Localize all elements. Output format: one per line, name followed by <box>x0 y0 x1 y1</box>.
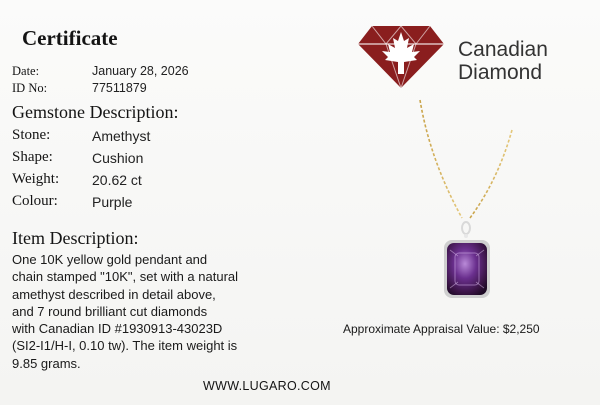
item-description-line: and 7 round brilliant cut diamonds <box>12 303 208 319</box>
shape-label: Shape: <box>12 149 53 165</box>
stone-value: Amethyst <box>92 128 151 144</box>
item-description <box>12 251 304 372</box>
item-description-line: (SI2-I1/H-I, 0.10 tw). The item weight is <box>12 338 238 354</box>
brand-line-1: Canadian <box>458 38 548 61</box>
weight-label: Weight: <box>12 171 60 187</box>
item-description-line: chain stamped "10K", set with a natural <box>12 269 239 285</box>
item-heading: Item Description: <box>12 228 139 248</box>
item-description-line: amethyst described in detail above, <box>12 286 216 302</box>
date-value: January 28, 2026 <box>92 64 189 78</box>
id-label: ID No: <box>12 81 48 95</box>
weight-value: 20.62 ct <box>92 172 142 188</box>
certificate-title: Certificate <box>22 26 118 50</box>
appraisal-value: Approximate Appraisal Value: $2,250 <box>343 322 540 336</box>
brand-line-2: Diamond <box>458 61 543 84</box>
colour-label: Colour: <box>12 193 58 209</box>
item-description-line: with Canadian ID #1930913-43023D <box>12 321 223 337</box>
colour-value: Purple <box>92 194 133 210</box>
date-label: Date: <box>12 64 40 78</box>
shape-value: Cushion <box>92 150 144 166</box>
brand-name <box>458 38 548 84</box>
item-description-line: 9.85 grams. <box>12 355 81 371</box>
maple-leaf-diamond-icon <box>356 24 446 90</box>
pendant-image <box>400 90 540 315</box>
website-url: WWW.LUGARO.COM <box>203 379 331 393</box>
gemstone-heading: Gemstone Description: <box>12 102 179 122</box>
item-description-line: One 10K yellow gold pendant and <box>12 252 208 267</box>
id-value: 77511879 <box>92 81 147 95</box>
stone-label: Stone: <box>12 127 51 143</box>
